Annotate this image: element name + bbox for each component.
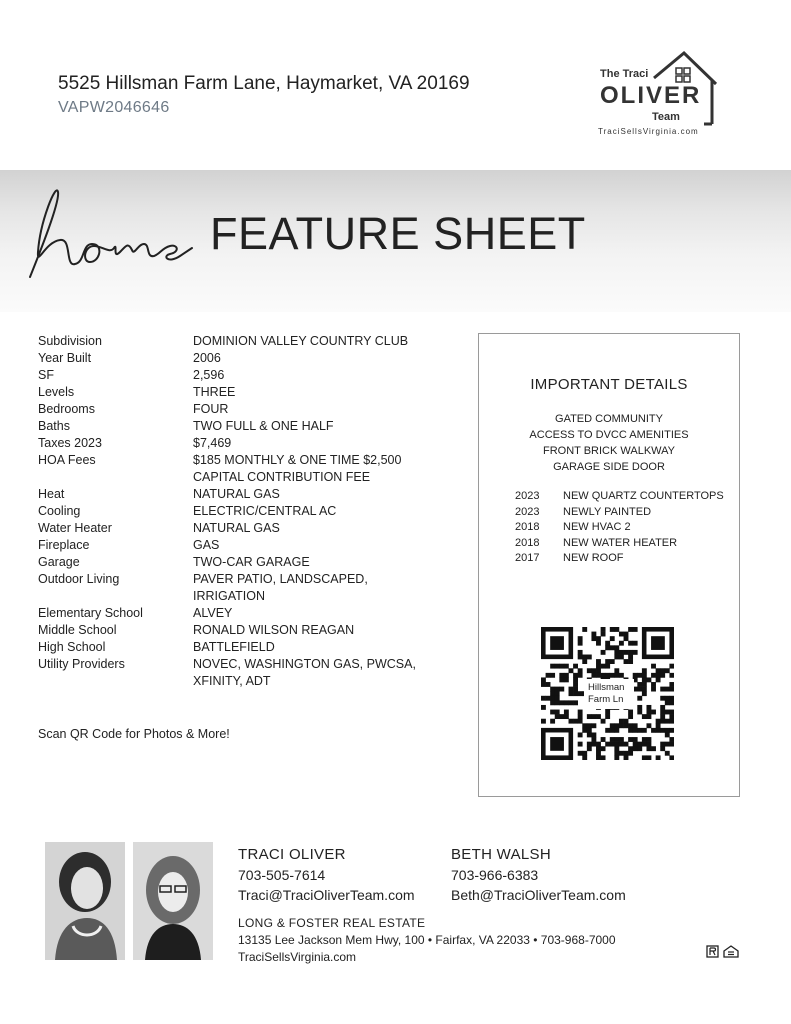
update-year: 2017	[515, 552, 540, 564]
fact-value: XFINITY, ADT	[193, 674, 271, 688]
updates-list	[515, 489, 724, 567]
fact-row	[38, 656, 443, 673]
fact-value: ELECTRIC/CENTRAL AC	[193, 504, 337, 518]
fact-value: TWO-CAR GARAGE	[193, 555, 310, 569]
fact-label	[38, 673, 193, 690]
fact-row	[38, 537, 443, 554]
fact-row	[38, 452, 443, 469]
qr-code[interactable]	[541, 627, 674, 760]
equal-housing-icon	[724, 946, 738, 957]
agent-phone[interactable]: 703-505-7614	[238, 867, 326, 883]
update-year: 2018	[515, 521, 540, 533]
agent-email[interactable]: Traci@TraciOliverTeam.com	[238, 887, 415, 903]
office-website[interactable]: TraciSellsVirginia.com	[238, 950, 357, 964]
fact-value: $7,469	[193, 436, 232, 450]
fact-label: Cooling	[38, 504, 81, 518]
avatar	[45, 842, 125, 960]
fact-label: High School	[38, 640, 106, 654]
qr-label-line2: Farm Ln	[588, 694, 624, 705]
fact-row	[38, 469, 443, 486]
important-details-title: IMPORTANT DETAILS	[530, 376, 688, 393]
fact-value: GAS	[193, 538, 220, 552]
fact-row	[38, 333, 443, 350]
fact-label: Heat	[38, 487, 65, 501]
compliance-icons	[706, 945, 740, 959]
fact-label: SF	[38, 368, 54, 382]
feature-item: FRONT BRICK WALKWAY	[542, 445, 675, 457]
important-details-features	[479, 411, 739, 475]
fact-label: Year Built	[38, 351, 92, 365]
update-text: NEW QUARTZ COUNTERTOPS	[563, 490, 724, 502]
fact-row	[38, 605, 443, 622]
fact-label	[38, 469, 193, 486]
update-text: NEW WATER HEATER	[563, 536, 678, 549]
agent-email[interactable]: Beth@TraciOliverTeam.com	[451, 887, 626, 903]
office-info	[238, 915, 616, 966]
logo-name: OLIVER	[600, 82, 702, 109]
fact-row	[38, 554, 443, 571]
feature-item: GARAGE SIDE DOOR	[553, 461, 665, 473]
update-row	[515, 520, 724, 536]
fact-row	[38, 622, 443, 639]
avatar	[133, 842, 213, 960]
fact-value: 2,596	[193, 368, 225, 382]
agent-traci	[238, 845, 415, 905]
feature-sheet-banner	[0, 170, 791, 312]
fact-row	[38, 401, 443, 418]
property-address: 5525 Hillsman Farm Lane, Haymarket, VA 20169	[58, 73, 470, 94]
fact-label: HOA Fees	[38, 453, 96, 467]
agent-photo-beth	[133, 842, 213, 960]
update-row	[515, 536, 724, 552]
fact-value: 2006	[193, 351, 221, 365]
fact-value: ALVEY	[193, 606, 233, 620]
update-year: 2018	[515, 536, 540, 549]
logo-the-traci: The Traci	[600, 68, 649, 80]
fact-value: TWO FULL & ONE HALF	[193, 419, 334, 433]
fact-label: Elementary School	[38, 606, 143, 620]
logo-url: TraciSellsVirginia.com	[598, 127, 699, 136]
fact-label: Middle School	[38, 623, 117, 637]
update-text: NEWLY PAINTED	[563, 505, 652, 518]
fact-value: NATURAL GAS	[193, 487, 280, 501]
update-year: 2023	[515, 505, 540, 518]
fact-value: NATURAL GAS	[193, 521, 280, 535]
agent-name: BETH WALSH	[451, 846, 551, 863]
fact-value: NOVEC, WASHINGTON GAS, PWCSA,	[193, 657, 416, 671]
fact-value: DOMINION VALLEY COUNTRY CLUB	[193, 334, 409, 348]
qr-label	[584, 679, 634, 709]
fact-value: PAVER PATIO, LANDSCAPED, IRRIGATION	[193, 572, 368, 603]
fact-row	[38, 673, 443, 690]
update-year: 2023	[515, 490, 540, 502]
fact-label: Garage	[38, 555, 80, 569]
fact-value: $185 MONTHLY & ONE TIME $2,500	[193, 453, 402, 467]
fact-label: Utility Providers	[38, 657, 125, 671]
fact-label: Fireplace	[38, 538, 90, 552]
update-row	[515, 551, 724, 567]
fact-value: BATTLEFIELD	[193, 640, 275, 654]
realtor-icon	[707, 946, 718, 957]
update-row	[515, 505, 724, 521]
fact-value: THREE	[193, 385, 236, 399]
banner-title: FEATURE SHEET	[210, 208, 586, 259]
fact-row	[38, 418, 443, 435]
fact-label: Outdoor Living	[38, 572, 120, 586]
fact-value: CAPITAL CONTRIBUTION FEE	[193, 470, 371, 484]
fact-row	[38, 486, 443, 503]
home-script-lettering	[20, 182, 200, 292]
fact-row	[38, 350, 443, 367]
office-name: LONG & FOSTER REAL ESTATE	[238, 916, 426, 930]
feature-item: ACCESS TO DVCC AMENITIES	[529, 429, 689, 441]
fact-row	[38, 639, 443, 656]
fact-row	[38, 520, 443, 537]
fact-label: Taxes 2023	[38, 436, 102, 450]
agent-name: TRACI OLIVER	[238, 846, 346, 863]
qr-label-line1: Hillsman	[588, 682, 625, 693]
update-row	[515, 489, 724, 505]
property-facts	[38, 333, 443, 690]
fact-label: Water Heater	[38, 521, 112, 535]
fact-label: Bedrooms	[38, 402, 95, 416]
update-text: NEW HVAC 2	[563, 521, 631, 533]
fact-label: Subdivision	[38, 334, 102, 348]
agent-phone[interactable]: 703-966-6383	[451, 867, 539, 883]
agent-photo-traci	[45, 842, 125, 960]
update-text: NEW ROOF	[563, 552, 624, 564]
fact-value: FOUR	[193, 402, 229, 416]
scan-qr-note: Scan QR Code for Photos & More!	[38, 727, 230, 741]
fact-value: RONALD WILSON REAGAN	[193, 623, 355, 637]
mls-number: VAPW2046646	[58, 99, 170, 116]
fact-row	[38, 571, 443, 605]
fact-row	[38, 435, 443, 452]
fact-row	[38, 384, 443, 401]
feature-item: GATED COMMUNITY	[555, 413, 663, 425]
fact-row	[38, 503, 443, 520]
agent-beth	[451, 845, 626, 905]
logo-team: Team	[652, 111, 680, 123]
fact-label: Levels	[38, 385, 75, 399]
fact-label: Baths	[38, 419, 70, 433]
team-logo	[592, 48, 722, 142]
fact-row	[38, 367, 443, 384]
office-address: 13135 Lee Jackson Mem Hwy, 100 • Fairfax, VA 22033 • 703-968-7000	[238, 933, 616, 947]
